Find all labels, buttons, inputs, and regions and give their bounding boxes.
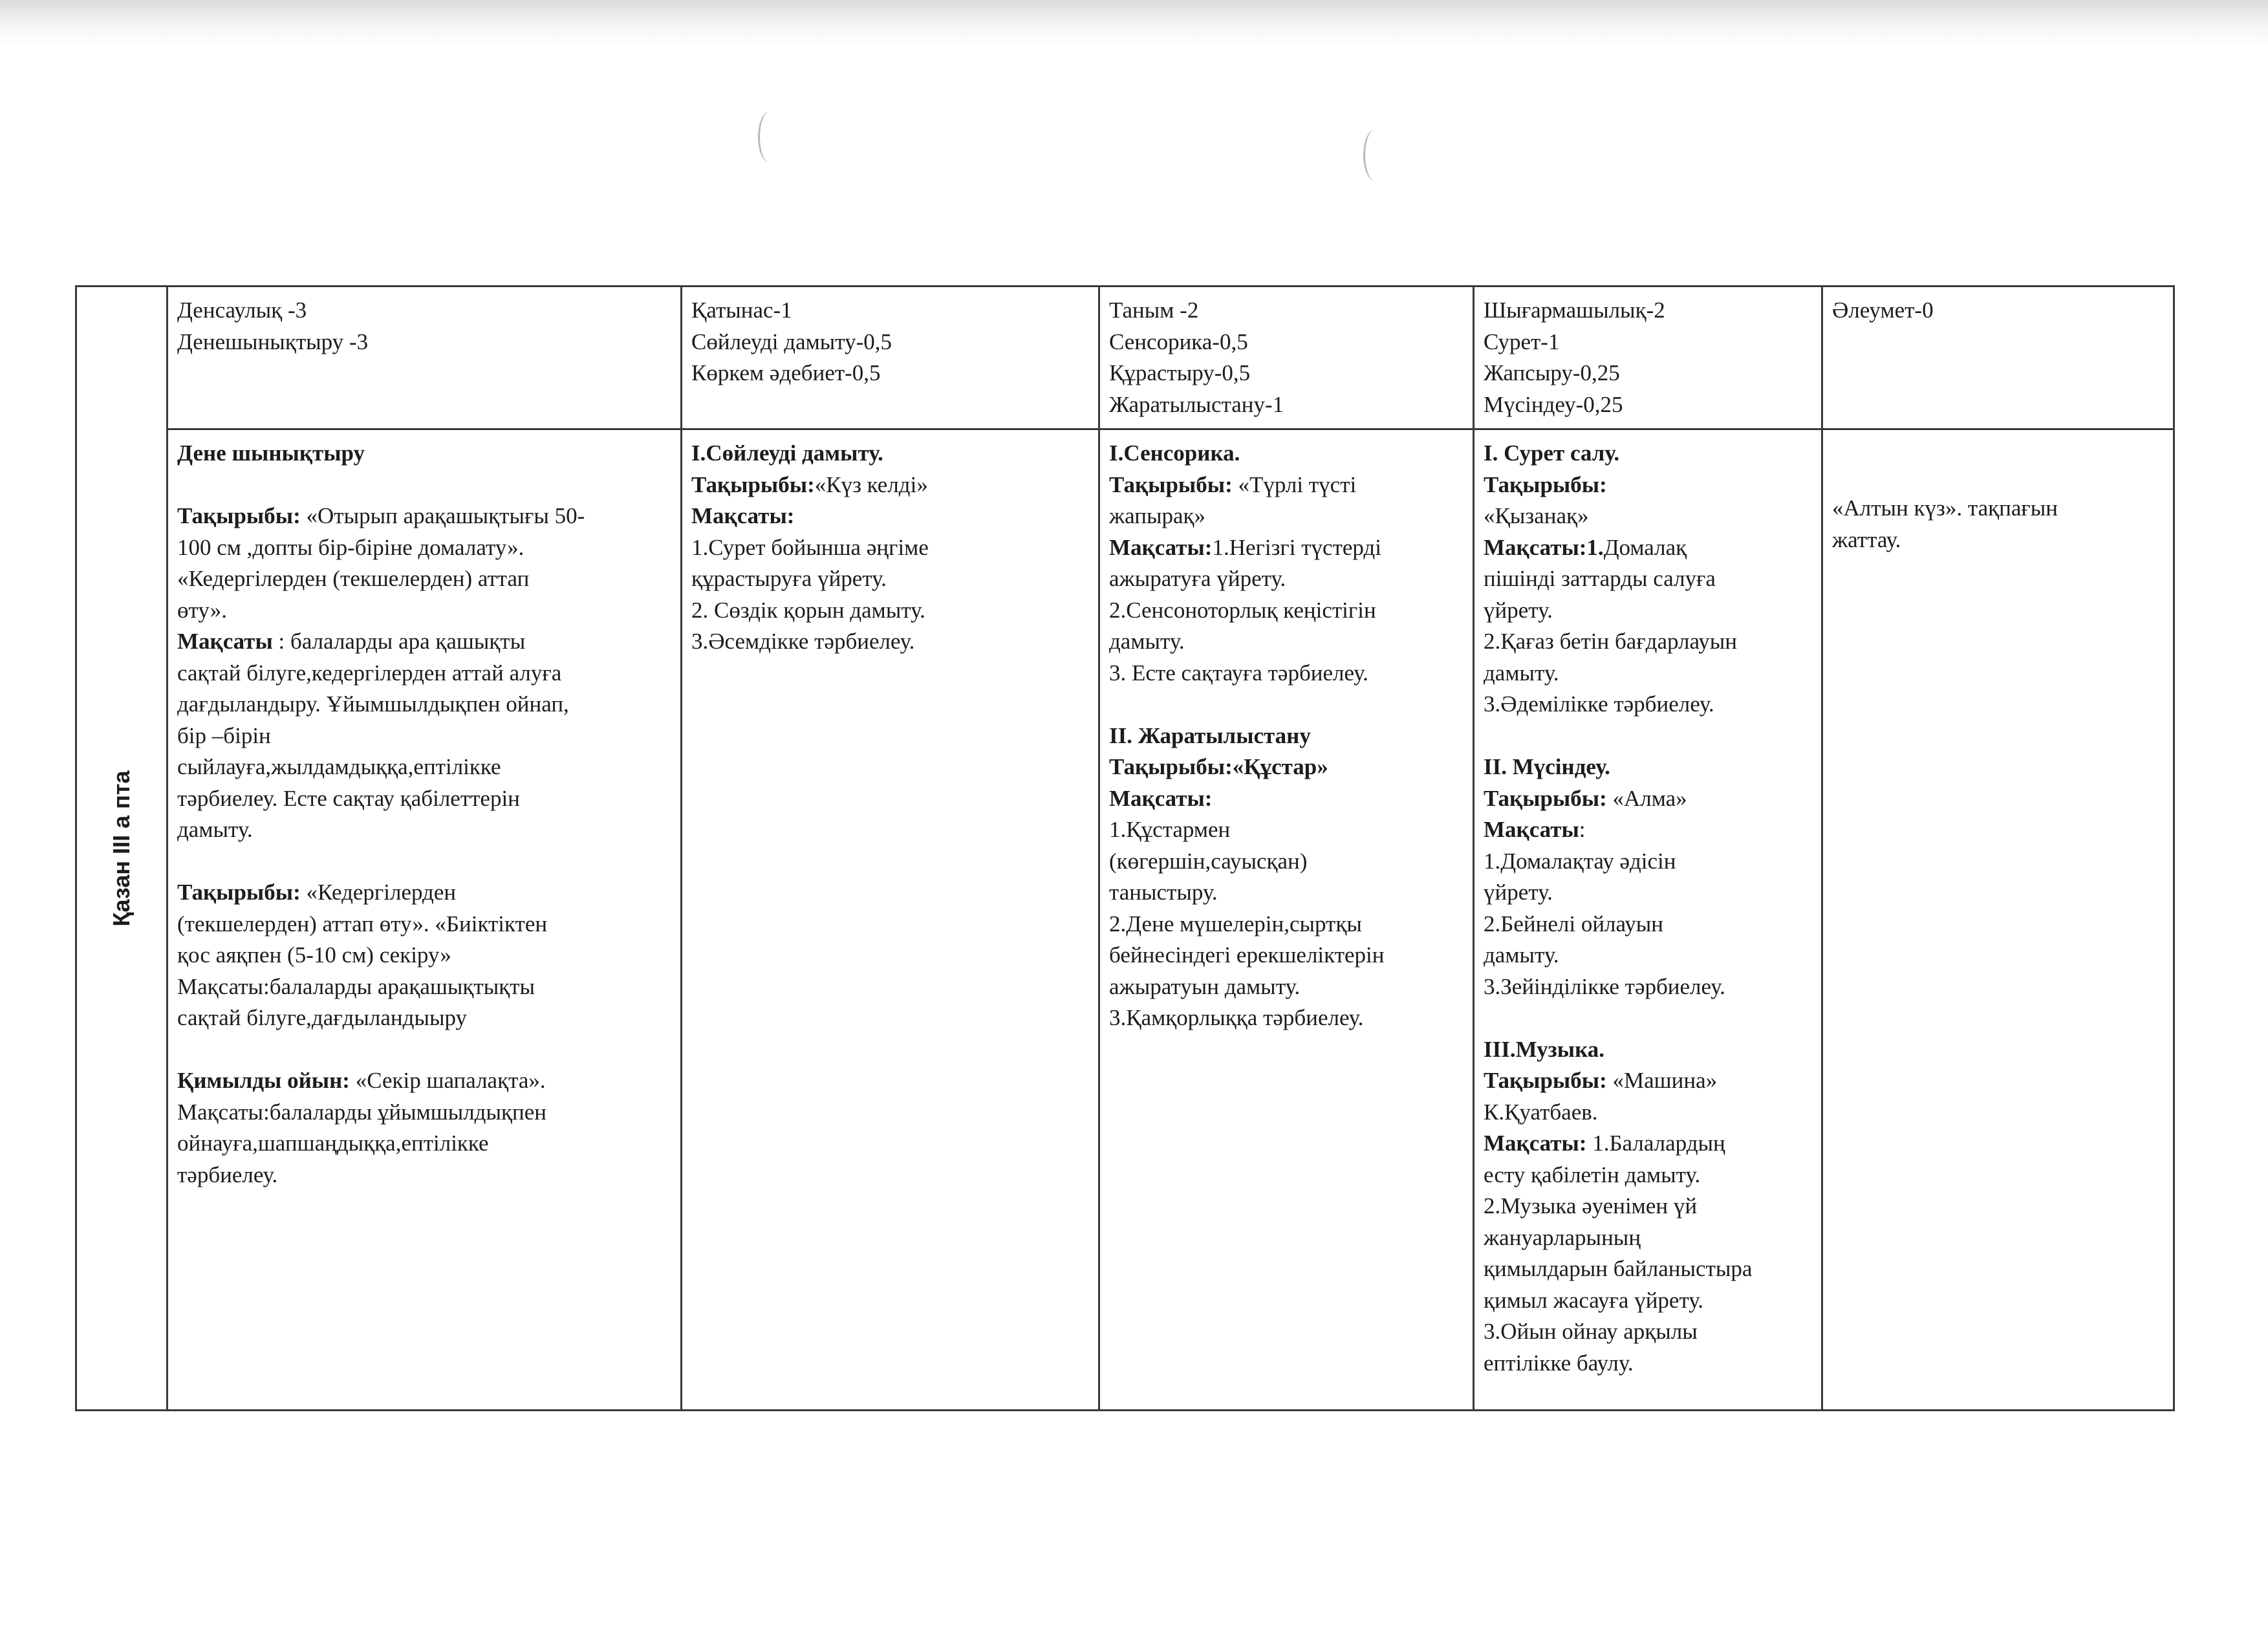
header-cell-cognition: Таным -2 Сенсорика-0,5 Құрастыру-0,5 Жаратылыстану-1 xyxy=(1099,287,1474,429)
header-cell-social: Әлеумет-0 xyxy=(1822,287,2174,429)
section-heading: І.Сөйлеуді дамыту. xyxy=(691,440,883,466)
content-row xyxy=(76,429,2174,1411)
content-cell-physical-education: Дене шынықтыру Тақырыбы: «Отырып арақашықтығы 50- 100 см ,допты бір-біріне домалату». «Кедергілерден (текшелерден) аттап өту». Мақсаты : балаларды ара қашықты сақтай білуге,кедергілерден аттай алуға дағдыландыру. Ұйымшылдықпен ойнап, бір –бірін сыйлауға,жылдамдыққа,ептілікке тәрбиелеу. Есте сақтау қабілеттерін дамыту. Тақырыбы: «Кедергілерден (текшелерден) аттап өту». «Биіктіктен қос аяқпен (5-10 см) секіру» Мақсаты:балаларды арақашықтықты сақтай білуге,дағдыландыыру Қимылды ойын: «Секір шапалақта». Мақсаты:балаларды ұйымшылдықпен ойнауға,шапшаңдыққа,ептілікке тәрбиелеу. xyxy=(167,429,682,1411)
punch-hole-mark xyxy=(758,111,782,163)
weekly-plan-table xyxy=(75,285,2175,1411)
content-cell-social: «Алтын күз». тақпағын жаттау. xyxy=(1822,429,2174,1411)
section-heading: ІІ. Жаратылыстану xyxy=(1109,722,1311,748)
header-cell-health: Денсаулық -3 Денешынықтыру -3 xyxy=(167,287,682,429)
content-cell-cognition: І.Сенсорика. Тақырыбы: «Түрлі түсті жапырақ» Мақсаты:1.Негізгі түстерді ажыратуға үйрету. 2.Сенсоноторлық кеңістігін дамыту. 3. Есте сақтауға тәрбиелеу. ІІ. Жаратылыстану Тақырыбы:«Құстар» Мақсаты: 1.Құстармен (көгершін,сауысқан) таныстыру. 2.Дене мүшелерін,сыртқы бейнесіндегі ерекшеліктерін ажыратуын дамыту. 3.Қамқорлыққа тәрбиелеу. xyxy=(1099,429,1474,1411)
scan-edge-shadow xyxy=(0,0,2268,45)
content-cell-creativity: І. Сурет салу. Тақырыбы: «Қызанақ» Мақсаты:1.Домалақ пішінді заттарды салуға үйрету. 2.Қағаз бетін бағдарлауын дамыту. 3.Әдемілікке тәрбиелеу. ІІ. Мүсіндеу. Тақырыбы: «Алма» Мақсаты: 1.Домалақтау әдісін үйрету. 2.Бейнелі ойлауын дамыту. 3.Зейінділікке тәрбиелеу. ІІІ.Музыка. Тақырыбы: «Машина» К.Қуатбаев. Мақсаты: 1.Балалардың есту қабілетін дамыту. 2.Музыка әуенімен үй жануарларының қимылдарын байланыстыра қимыл жасауға үйрету. 3.Ойын ойнау арқылы ептілікке баулу. xyxy=(1474,429,1822,1411)
header-cell-communication: Қатынас-1 Сөйлеуді дамыту-0,5 Көркем әдебиет-0,5 xyxy=(682,287,1099,429)
section-heading: Дене шынықтыру xyxy=(177,440,365,466)
week-label-cell xyxy=(76,287,167,1411)
section-heading: І.Сенсорика. xyxy=(1109,440,1240,466)
punch-hole-mark xyxy=(1363,129,1387,181)
section-heading: ІІ. Мүсіндеу. xyxy=(1484,754,1610,779)
header-cell-creativity: Шығармашылық-2 Сурет-1 Жапсыру-0,25 Мүсіндеу-0,25 xyxy=(1474,287,1822,429)
content-cell-speech-development: І.Сөйлеуді дамыту. Тақырыбы:«Күз келді» Мақсаты: 1.Сурет бойынша әңгіме құрастыруға үйрету. 2. Сөздік қорын дамыту. 3.Әсемдікке тәрбиелеу. xyxy=(682,429,1099,1411)
section-heading: ІІІ.Музыка. xyxy=(1484,1036,1604,1062)
week-label: Қазан ІІІ а пта xyxy=(107,770,135,927)
section-heading: І. Сурет салу. xyxy=(1484,440,1620,466)
header-row xyxy=(76,287,2174,429)
